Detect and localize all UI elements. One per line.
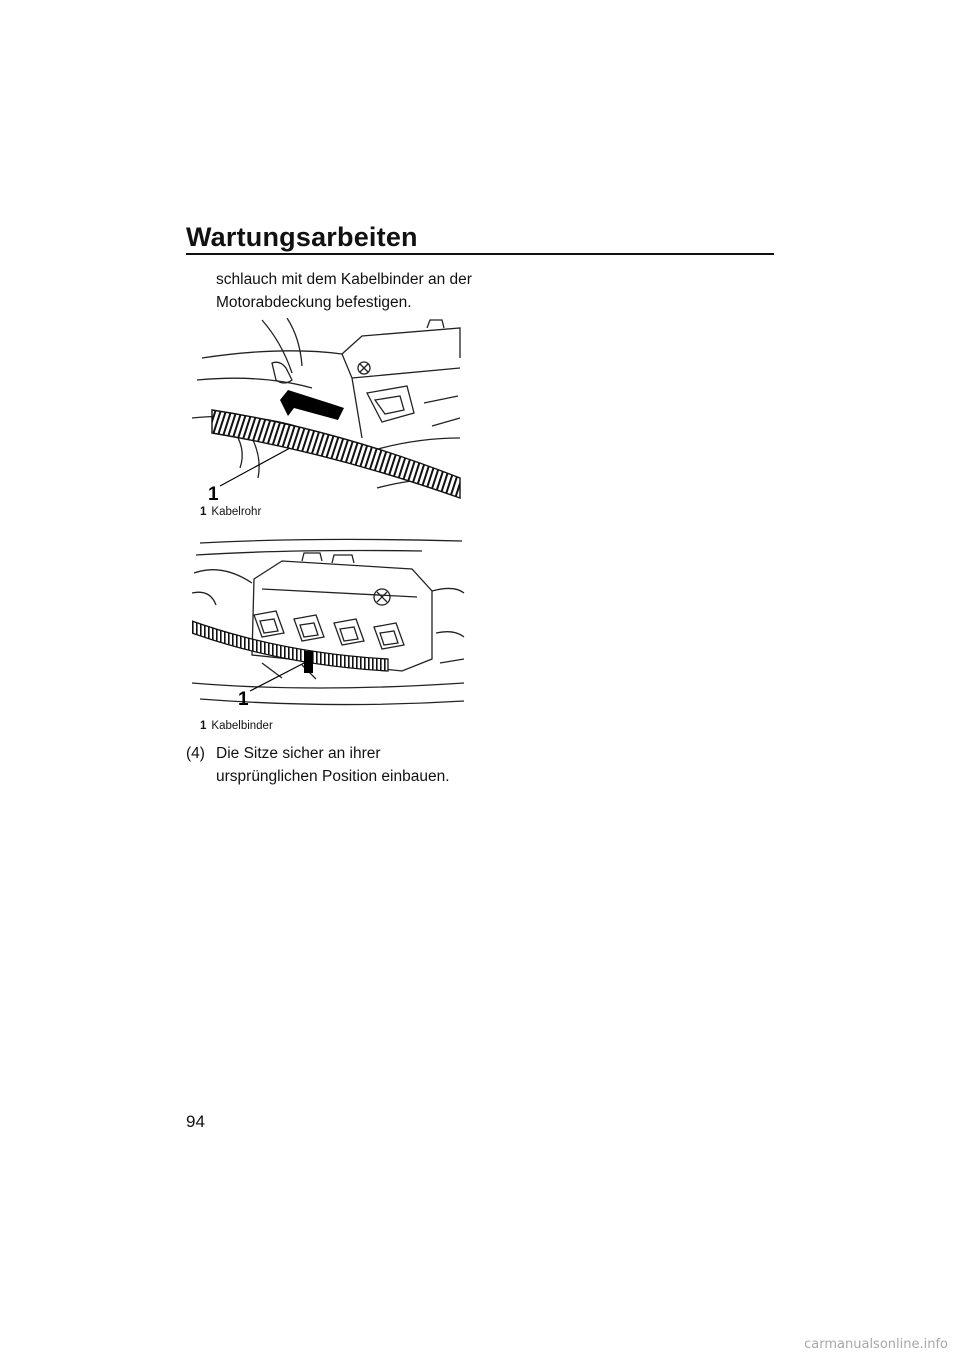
figure2-caption-number: 1 xyxy=(200,720,207,732)
figure-cable-tie xyxy=(192,533,467,713)
figure2-callout: 1 xyxy=(238,689,249,710)
watermark: carmanualsonline.info xyxy=(804,1337,948,1352)
figure-cable-tube xyxy=(192,318,464,503)
step-4-number: (4) xyxy=(186,745,205,762)
figure1-caption-number: 1 xyxy=(200,506,207,518)
step-4-text: Die Sitze sicher an ihrer ursprünglichen Position einbauen. xyxy=(216,745,450,785)
figure1-caption xyxy=(200,506,261,518)
continuation-text: schlauch mit dem Kabelbinder an der Motorabdeckung befestigen. xyxy=(216,271,472,311)
figure2-caption-text: Kabelbinder xyxy=(211,720,273,732)
page-number: 94 xyxy=(186,1112,205,1131)
figure1-caption-text: Kabelrohr xyxy=(211,506,262,518)
figure2-caption xyxy=(200,720,273,732)
title-rule xyxy=(186,253,774,255)
page-title: Wartungsarbeiten xyxy=(186,222,418,252)
figure1-callout: 1 xyxy=(208,484,219,503)
step-4 xyxy=(186,742,476,788)
